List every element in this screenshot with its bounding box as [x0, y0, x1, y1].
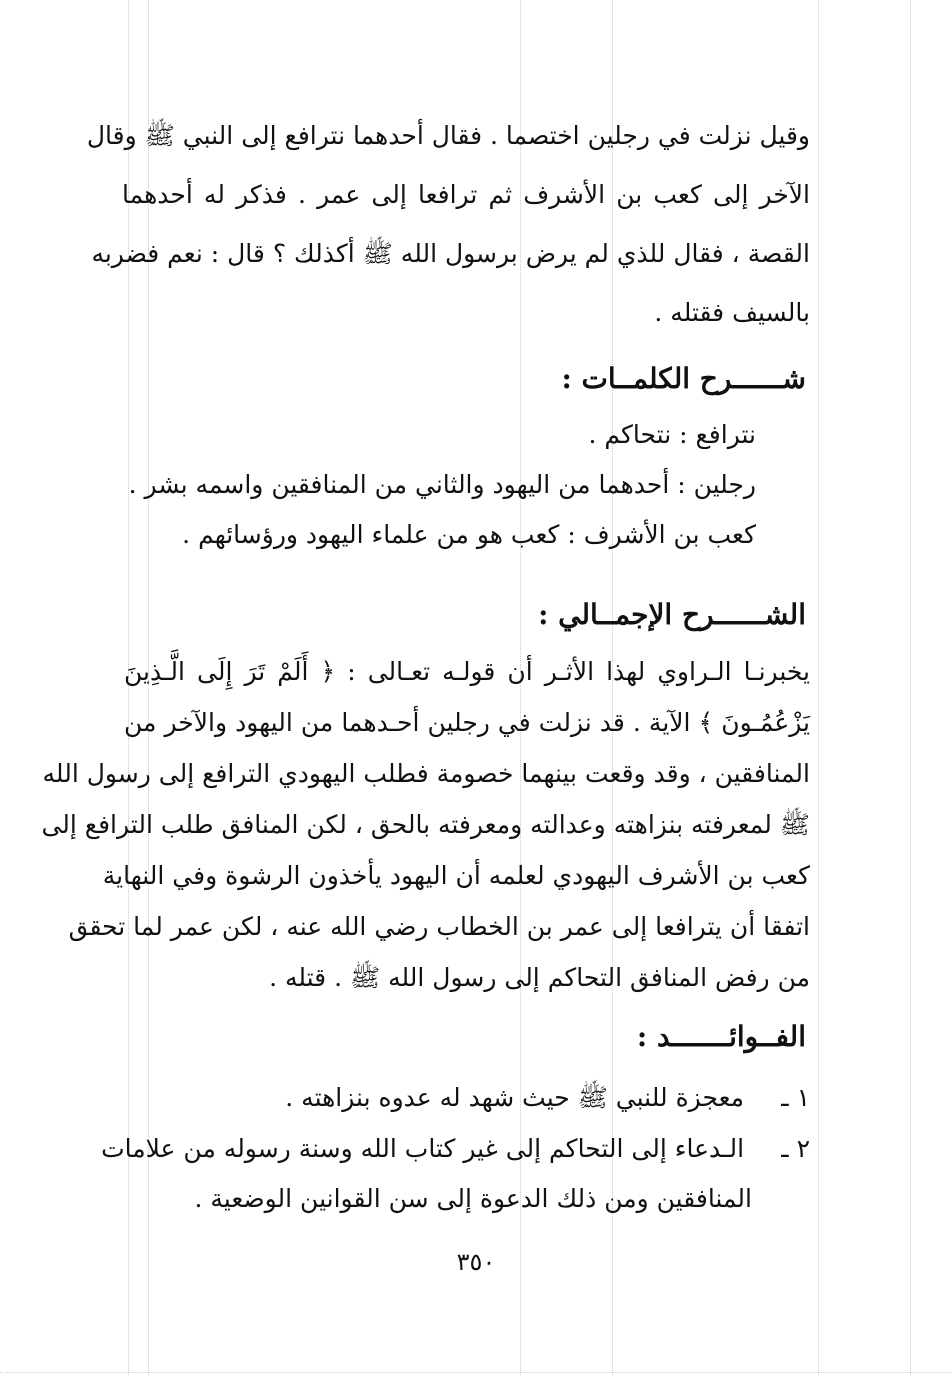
intro-line: وقيل نزلت في رجلين اختصما . فقال أحدهما نترافع إلى النبي ﷺ وقال: [86, 121, 810, 150]
summary-line: يخبرنـا الـراوي لهذا الأثـر أن قولـه تعـالى : ﴿ أَلَمْ تَرَ إِلَى الَّـذِينَ: [124, 657, 810, 686]
summary-heading: الشــــــرح الإجمــالي :: [538, 598, 806, 631]
benefit-number: ٢ ـ: [781, 1134, 810, 1163]
intro-line: القصة ، فقال للذي لم يرض برسول الله ﷺ أكذلك ؟ قال : نعم فضربه: [91, 239, 810, 268]
glossary-item: نترافع : نتحاكم .: [588, 420, 756, 449]
intro-paragraph: [86, 106, 810, 342]
intro-line: بالسيف فقتله .: [654, 298, 810, 327]
summary-line: ﷺ لمعرفته بنزاهته وعدالته ومعرفته بالحق ، لكن المنافق طلب الترافع إلى: [41, 810, 810, 839]
page-number: ٣٥٠: [456, 1248, 496, 1276]
glossary-item: رجلين : أحدهما من اليهود والثاني من المنافقين واسمه بشر .: [128, 470, 756, 499]
summary-line: اتفقا أن يترافعا إلى عمر بن الخطاب رضي الله عنه ، لكن عمر لما تحقق: [68, 912, 810, 941]
benefit-item: [285, 1082, 810, 1119]
benefit-text: الـدعاء إلى التحاكم إلى غير كتاب الله وسنة رسوله من علامات: [101, 1134, 745, 1163]
intro-line: الآخر إلى كعب بن الأشرف ثم ترافعا إلى عمر . فذكر له أحدهما: [122, 180, 810, 209]
scan-guide-line: [0, 1372, 952, 1373]
scan-guide-line: [818, 0, 819, 1375]
glossary-item: كعب بن الأشرف : كعب هو من علماء اليهود ورؤسائهم .: [182, 520, 756, 549]
summary-paragraph: [41, 646, 810, 1003]
summary-line: كعب بن الأشرف اليهودي لعلمه أن اليهود يأخذون الرشوة وفي النهاية: [102, 861, 810, 890]
benefit-item: [101, 1134, 810, 1163]
summary-line: المنافقين ، وقد وقعت بينهما خصومة فطلب اليهودي الترافع إلى رسول الله: [42, 759, 810, 788]
summary-line: من رفض المنافق التحاكم إلى رسول الله ﷺ . قتله .: [269, 963, 810, 992]
glossary-heading: شــــــرح الكلمــات :: [561, 362, 806, 395]
benefit-continuation: [195, 1184, 753, 1213]
benefit-text: المنافقين ومن ذلك الدعوة إلى سن القوانين الوضعية .: [194, 1184, 752, 1213]
benefits-heading: الفــوائـــــــد :: [636, 1020, 806, 1053]
benefit-number: ١ ـ: [781, 1083, 810, 1112]
benefit-text: معجزة للنبي ﷺ حيث شهد له عدوه بنزاهته .: [285, 1083, 745, 1112]
scan-guide-line: [910, 0, 911, 1375]
summary-line: يَزْعُمُـونَ ﴾ الآية . قد نزلت في رجلين أحـدهما من اليهود والآخر من: [124, 708, 810, 737]
